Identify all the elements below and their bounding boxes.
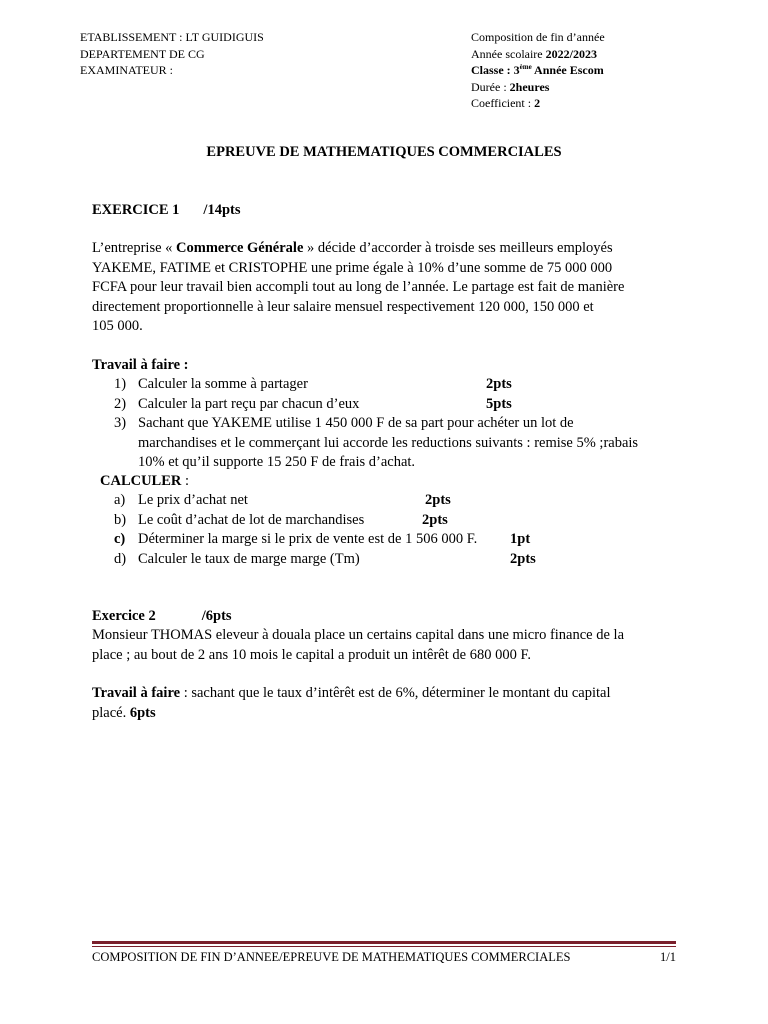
task-list — [114, 375, 674, 473]
footer-rule-thin — [92, 946, 676, 947]
exercise1-points: /14pts — [203, 202, 241, 218]
statement-line: Monsieur THOMAS eleveur à douala place un certains capital dans une micro finance de la — [92, 627, 625, 643]
exercise2-task: Travail à faire : sachant que le taux d’intêrêt est de 6%, déterminer le montant du capital placé. 6pts — [92, 685, 611, 721]
statement-line: directement proportionnelle à leur salaire mensuel respectivement 120 000, 150 000 et — [92, 298, 594, 315]
exercise2-heading: Exercice 2 /6pts — [92, 607, 232, 627]
exercise2-statement — [92, 626, 624, 665]
coefficient: Coefficient : 2 — [471, 96, 541, 110]
footer — [92, 949, 676, 965]
school-year: Année scolaire 2022/2023 — [471, 46, 597, 61]
task-label: Travail à faire — [92, 685, 181, 701]
list-item: c) Déterminer la marge si le prix de vente est de 1 506 000 F. 1pt — [114, 530, 674, 550]
task-label: Travail à faire : — [92, 357, 189, 373]
statement-line: place ; au bout de 2 ans 10 mois le capital a produit un intêrêt de 680 000 F. — [92, 646, 531, 663]
points: 2pts — [422, 511, 448, 528]
header-left — [80, 29, 264, 79]
points: 6pts — [129, 704, 156, 721]
points: 2pts — [425, 492, 451, 508]
statement-line: 105 000. — [92, 318, 143, 334]
points: 2pts — [510, 550, 536, 567]
department: DEPARTEMENT DE CG — [80, 46, 205, 61]
exercise2-points: /6pts — [201, 608, 232, 624]
list-item: d) Calculer le taux de marge marge (Tm) 2pts — [114, 550, 674, 570]
exercise1-statement — [92, 239, 692, 337]
list-item: 3) Sachant que YAKEME utilise 1 450 000 F de sa part pour achéter un lot de marchandises et le commerçant lui accorde les reductions suivants : remise 5% ;rabais 10% et qu’il supporte 15 250 F de frais d’achat. — [114, 415, 639, 470]
points: 5pts — [486, 395, 512, 412]
school-name: ETABLISSEMENT : LT GUIDIGUIS — [80, 30, 264, 44]
header-right — [471, 29, 605, 112]
examiner: EXAMINATEUR : — [80, 63, 173, 77]
list-item: 2) Calculer la part reçu par chacun d’eux 5pts — [114, 395, 674, 415]
statement-line: YAKEME, FATIME et CRISTOPHE une prime égale à 10% d’une somme de 75 000 000 — [92, 259, 613, 276]
page-title: EPREUVE DE MATHEMATIQUES COMMERCIALES — [206, 144, 562, 160]
statement-line: L’entreprise « Commerce Générale » décide d’accorder à troisde ses meilleurs employés — [92, 240, 613, 256]
list-item: 1) Calculer la somme à partager 2pts — [114, 375, 674, 395]
calculer-label: CALCULER : — [100, 473, 190, 489]
subtask-list — [114, 491, 674, 569]
footer-rule — [92, 941, 676, 944]
company-name: Commerce Générale — [176, 240, 304, 256]
page-number: 1/1 — [660, 950, 676, 964]
points: 1pt — [510, 531, 531, 547]
list-item: a) Le prix d’achat net 2pts — [114, 491, 674, 511]
exam-type: Composition de fin d’année — [471, 30, 605, 44]
statement-line: FCFA pour leur travail bien accompli tout au long de l’année. Le partage est fait de manière — [92, 279, 625, 295]
exercise1-heading: EXERCICE 1 /14pts — [92, 202, 241, 218]
points: 2pts — [486, 376, 512, 392]
list-item: b) Le coût d’achat de lot de marchandises 2pts — [114, 511, 674, 531]
class-info: Classe : 3ème Année Escom — [471, 63, 604, 77]
duration: Durée : 2heures — [471, 79, 550, 94]
footer-text: COMPOSITION DE FIN D’ANNEE/EPREUVE DE MATHEMATIQUES COMMERCIALES — [92, 950, 571, 964]
